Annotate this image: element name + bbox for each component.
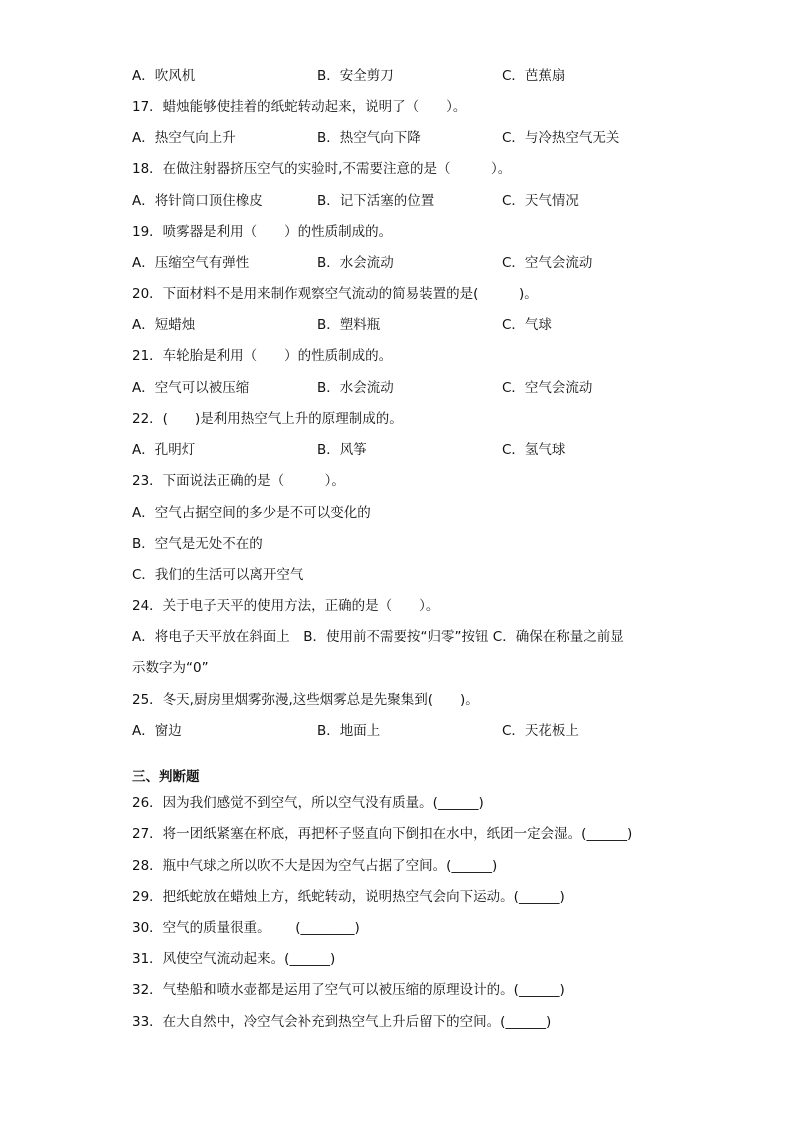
option-c: C．与冷热空气无关 <box>502 130 620 146</box>
judgment-32: 32．气垫船和喷水壶都是运用了空气可以被压缩的原理设计的。(______) <box>132 982 565 998</box>
option-a: A．压缩空气有弹性 <box>132 255 250 271</box>
section-heading: 三、判断题 <box>132 769 200 785</box>
option-b: B．空气是无处不在的 <box>132 536 263 552</box>
option-a: A．空气可以被压缩 <box>132 380 250 396</box>
question-24: 24．关于电子天平的使用方法，正确的是（ ）。 <box>132 598 440 614</box>
option-a: A．孔明灯 <box>132 442 196 458</box>
option-b: B．水会流动 <box>317 380 394 396</box>
question-17: 17．蜡烛能够使挂着的纸蛇转动起来，说明了（ ）。 <box>132 99 467 115</box>
question-25: 25．冬天,厨房里烟雾弥漫,这些烟雾总是先聚集到( )。 <box>132 692 479 708</box>
option-c: C．气球 <box>502 317 552 333</box>
option-c: C．天气情况 <box>502 193 579 209</box>
judgment-30: 30．空气的质量很重。 (________) <box>132 920 360 936</box>
option-c: C．芭蕉扇 <box>502 68 566 84</box>
option-a: A．热空气向上升 <box>132 130 236 146</box>
question-19: 19．喷雾器是利用（ ）的性质制成的。 <box>132 224 393 240</box>
question-22: 22．( )是利用热空气上升的原理制成的。 <box>132 411 403 427</box>
option-b: B．地面上 <box>317 723 381 739</box>
option-c: C．我们的生活可以离开空气 <box>132 567 304 583</box>
judgment-31: 31．风使空气流动起来。(______) <box>132 951 336 967</box>
judgment-26: 26．因为我们感觉不到空气，所以空气没有质量。(______) <box>132 795 484 811</box>
option-b: B．热空气向下降 <box>317 130 421 146</box>
question-23: 23．下面说法正确的是（ ）。 <box>132 473 345 489</box>
judgment-33: 33．在大自然中，冷空气会补充到热空气上升后留下的空间。(______) <box>132 1014 552 1030</box>
option-c: C．空气会流动 <box>502 255 593 271</box>
option-a: A．将针筒口顶住橡皮 <box>132 193 263 209</box>
option-b: B．记下活塞的位置 <box>317 193 435 209</box>
option-b: B．塑料瓶 <box>317 317 381 333</box>
option-a: A．空气占据空间的多少是不可以变化的 <box>132 505 371 521</box>
option-a: A．吹风机 <box>132 68 196 84</box>
question-21: 21．车轮胎是利用（ ）的性质制成的。 <box>132 348 393 364</box>
question-18: 18．在做注射器挤压空气的实验时,不需要注意的是（ ）。 <box>132 161 512 177</box>
options-row-24-cont: 示数字为“0” <box>132 660 209 676</box>
option-c: C．天花板上 <box>502 723 579 739</box>
judgment-29: 29．把纸蛇放在蜡烛上方，纸蛇转动，说明热空气会向下运动。(______) <box>132 889 565 905</box>
option-b: B．水会流动 <box>317 255 394 271</box>
option-b: B．安全剪刀 <box>317 68 394 84</box>
option-b: B．风筝 <box>317 442 367 458</box>
option-a: A．短蜡烛 <box>132 317 196 333</box>
option-c: C．空气会流动 <box>502 380 593 396</box>
option-c: C．氢气球 <box>502 442 566 458</box>
options-row-24: A．将电子天平放在斜面上 B．使用前不需要按“归零”按钮 C．确保在称量之前显 <box>132 629 624 645</box>
question-20: 20．下面材料不是用来制作观察空气流动的简易装置的是( )。 <box>132 286 538 302</box>
judgment-28: 28．瓶中气球之所以吹不大是因为空气占据了空间。(______) <box>132 858 498 874</box>
judgment-27: 27．将一团纸紧塞在杯底，再把杯子竖直向下倒扣在水中，纸团一定会湿。(______) <box>132 826 633 842</box>
option-a: A．窗边 <box>132 723 182 739</box>
